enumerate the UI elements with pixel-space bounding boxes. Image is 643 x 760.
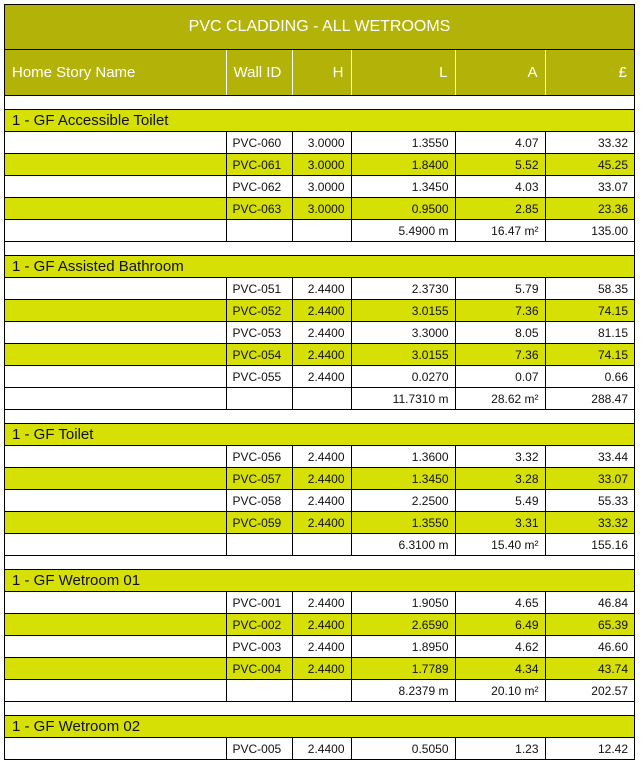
total-length-cell: 8.2379 m — [351, 680, 455, 702]
spacer-row — [5, 556, 634, 570]
col-height[interactable]: H — [292, 50, 351, 96]
spacer-row — [5, 702, 634, 716]
height-cell: 2.4400 — [292, 614, 351, 636]
wall-id-cell: PVC-005 — [226, 738, 292, 760]
wall-id-cell: PVC-001 — [226, 592, 292, 614]
length-cell: 0.9500 — [351, 198, 455, 220]
wall-id-cell: PVC-062 — [226, 176, 292, 198]
length-cell: 1.3600 — [351, 446, 455, 468]
story-cell — [5, 468, 226, 490]
wall-id-cell: PVC-004 — [226, 658, 292, 680]
table-row[interactable] — [5, 366, 634, 388]
wall-id-cell: PVC-059 — [226, 512, 292, 534]
story-cell — [5, 614, 226, 636]
length-cell: 0.5050 — [351, 738, 455, 760]
spacer-cell — [5, 96, 634, 110]
story-cell — [5, 300, 226, 322]
height-cell: 3.0000 — [292, 176, 351, 198]
area-cell: 5.49 — [455, 490, 545, 512]
height-cell: 2.4400 — [292, 658, 351, 680]
group-total-row — [5, 534, 634, 556]
table-row[interactable] — [5, 658, 634, 680]
schedule-sheet — [4, 4, 635, 760]
length-cell: 1.3450 — [351, 176, 455, 198]
col-wall-id[interactable]: Wall ID — [226, 50, 292, 96]
height-cell: 2.4400 — [292, 512, 351, 534]
table-row[interactable] — [5, 614, 634, 636]
total-story-cell — [5, 534, 226, 556]
area-cell: 5.52 — [455, 154, 545, 176]
total-story-cell — [5, 388, 226, 410]
total-cost-cell: 288.47 — [545, 388, 634, 410]
cost-cell: 33.07 — [545, 176, 634, 198]
group-header-row[interactable] — [5, 256, 634, 278]
height-cell: 2.4400 — [292, 366, 351, 388]
length-cell: 3.0155 — [351, 344, 455, 366]
cost-cell: 81.15 — [545, 322, 634, 344]
area-cell: 3.32 — [455, 446, 545, 468]
group-total-row — [5, 388, 634, 410]
cost-cell: 55.33 — [545, 490, 634, 512]
wall-id-cell: PVC-054 — [226, 344, 292, 366]
header-row — [5, 50, 634, 96]
total-height-cell — [292, 220, 351, 242]
spacer-cell — [5, 410, 634, 424]
total-story-cell — [5, 220, 226, 242]
group-total-row — [5, 220, 634, 242]
schedule-title: PVC CLADDING - ALL WETROOMS — [5, 4, 634, 50]
cost-cell: 74.15 — [545, 344, 634, 366]
total-cost-cell: 155.16 — [545, 534, 634, 556]
area-cell: 4.03 — [455, 176, 545, 198]
group-header-row[interactable] — [5, 716, 634, 738]
height-cell: 2.4400 — [292, 446, 351, 468]
table-row[interactable] — [5, 132, 634, 154]
cost-cell: 33.32 — [545, 132, 634, 154]
total-height-cell — [292, 680, 351, 702]
height-cell: 2.4400 — [292, 738, 351, 760]
length-cell: 1.9050 — [351, 592, 455, 614]
group-name: 1 - GF Wetroom 01 — [5, 570, 634, 592]
total-length-cell: 6.3100 m — [351, 534, 455, 556]
spacer-cell — [5, 556, 634, 570]
total-area-cell: 16.47 m² — [455, 220, 545, 242]
schedule-table — [5, 50, 634, 760]
story-cell — [5, 366, 226, 388]
table-row[interactable] — [5, 490, 634, 512]
group-name: 1 - GF Accessible Toilet — [5, 110, 634, 132]
story-cell — [5, 278, 226, 300]
area-cell: 5.79 — [455, 278, 545, 300]
cost-cell: 23.36 — [545, 198, 634, 220]
length-cell: 1.8400 — [351, 154, 455, 176]
table-row[interactable] — [5, 154, 634, 176]
story-cell — [5, 658, 226, 680]
col-home-story-name[interactable]: Home Story Name — [5, 50, 226, 96]
group-header-row[interactable] — [5, 110, 634, 132]
area-cell: 2.85 — [455, 198, 545, 220]
wall-id-cell: PVC-060 — [226, 132, 292, 154]
story-cell — [5, 344, 226, 366]
col-area[interactable]: A — [455, 50, 545, 96]
area-cell: 4.07 — [455, 132, 545, 154]
table-row[interactable] — [5, 300, 634, 322]
total-area-cell: 15.40 m² — [455, 534, 545, 556]
col-length[interactable]: L — [351, 50, 455, 96]
col-cost[interactable]: £ — [545, 50, 634, 96]
group-header-row[interactable] — [5, 424, 634, 446]
length-cell: 2.6590 — [351, 614, 455, 636]
table-row[interactable] — [5, 322, 634, 344]
wall-id-cell: PVC-058 — [226, 490, 292, 512]
total-cost-cell: 202.57 — [545, 680, 634, 702]
cost-cell: 0.66 — [545, 366, 634, 388]
story-cell — [5, 490, 226, 512]
area-cell: 0.07 — [455, 366, 545, 388]
story-cell — [5, 592, 226, 614]
wall-id-cell: PVC-057 — [226, 468, 292, 490]
cost-cell: 45.25 — [545, 154, 634, 176]
area-cell: 4.65 — [455, 592, 545, 614]
schedule-body — [5, 96, 634, 760]
length-cell: 1.8950 — [351, 636, 455, 658]
wall-id-cell: PVC-002 — [226, 614, 292, 636]
cost-cell: 46.60 — [545, 636, 634, 658]
total-height-cell — [292, 388, 351, 410]
area-cell: 4.34 — [455, 658, 545, 680]
total-length-cell: 11.7310 m — [351, 388, 455, 410]
story-cell — [5, 512, 226, 534]
wall-id-cell: PVC-051 — [226, 278, 292, 300]
spacer-row — [5, 96, 634, 110]
group-total-row — [5, 680, 634, 702]
length-cell: 1.3550 — [351, 512, 455, 534]
area-cell: 8.05 — [455, 322, 545, 344]
group-header-row[interactable] — [5, 570, 634, 592]
area-cell: 3.31 — [455, 512, 545, 534]
length-cell: 3.3000 — [351, 322, 455, 344]
table-row[interactable] — [5, 446, 634, 468]
table-row[interactable] — [5, 512, 634, 534]
height-cell: 2.4400 — [292, 300, 351, 322]
length-cell: 2.3730 — [351, 278, 455, 300]
cost-cell: 12.42 — [545, 738, 634, 760]
group-name: 1 - GF Wetroom 02 — [5, 716, 634, 738]
spacer-row — [5, 242, 634, 256]
length-cell: 1.3550 — [351, 132, 455, 154]
height-cell: 2.4400 — [292, 344, 351, 366]
wall-id-cell: PVC-056 — [226, 446, 292, 468]
area-cell: 3.28 — [455, 468, 545, 490]
height-cell: 2.4400 — [292, 490, 351, 512]
cost-cell: 43.74 — [545, 658, 634, 680]
wall-id-cell: PVC-052 — [226, 300, 292, 322]
cost-cell: 46.84 — [545, 592, 634, 614]
table-row[interactable] — [5, 592, 634, 614]
total-wall-id-cell — [226, 388, 292, 410]
story-cell — [5, 636, 226, 658]
total-wall-id-cell — [226, 534, 292, 556]
table-row[interactable] — [5, 198, 634, 220]
wall-id-cell: PVC-063 — [226, 198, 292, 220]
height-cell: 2.4400 — [292, 468, 351, 490]
table-row[interactable] — [5, 344, 634, 366]
spacer-cell — [5, 242, 634, 256]
area-cell: 6.49 — [455, 614, 545, 636]
height-cell: 3.0000 — [292, 132, 351, 154]
story-cell — [5, 198, 226, 220]
total-cost-cell: 135.00 — [545, 220, 634, 242]
cost-cell: 65.39 — [545, 614, 634, 636]
height-cell: 2.4400 — [292, 592, 351, 614]
story-cell — [5, 176, 226, 198]
height-cell: 2.4400 — [292, 636, 351, 658]
wall-id-cell: PVC-053 — [226, 322, 292, 344]
cost-cell: 74.15 — [545, 300, 634, 322]
total-area-cell: 20.10 m² — [455, 680, 545, 702]
total-area-cell: 28.62 m² — [455, 388, 545, 410]
table-row[interactable] — [5, 468, 634, 490]
cost-cell: 58.35 — [545, 278, 634, 300]
spacer-row — [5, 410, 634, 424]
length-cell: 1.3450 — [351, 468, 455, 490]
height-cell: 3.0000 — [292, 198, 351, 220]
wall-id-cell: PVC-055 — [226, 366, 292, 388]
wall-id-cell: PVC-061 — [226, 154, 292, 176]
total-height-cell — [292, 534, 351, 556]
story-cell — [5, 322, 226, 344]
area-cell: 1.23 — [455, 738, 545, 760]
group-name: 1 - GF Assisted Bathroom — [5, 256, 634, 278]
total-length-cell: 5.4900 m — [351, 220, 455, 242]
height-cell: 3.0000 — [292, 154, 351, 176]
table-row[interactable] — [5, 636, 634, 658]
length-cell: 0.0270 — [351, 366, 455, 388]
height-cell: 2.4400 — [292, 322, 351, 344]
table-row[interactable] — [5, 278, 634, 300]
story-cell — [5, 132, 226, 154]
length-cell: 1.7789 — [351, 658, 455, 680]
table-row[interactable] — [5, 738, 634, 760]
area-cell: 7.36 — [455, 344, 545, 366]
area-cell: 7.36 — [455, 300, 545, 322]
story-cell — [5, 738, 226, 760]
length-cell: 3.0155 — [351, 300, 455, 322]
spacer-cell — [5, 702, 634, 716]
total-wall-id-cell — [226, 220, 292, 242]
story-cell — [5, 446, 226, 468]
total-wall-id-cell — [226, 680, 292, 702]
group-name: 1 - GF Toilet — [5, 424, 634, 446]
total-story-cell — [5, 680, 226, 702]
cost-cell: 33.44 — [545, 446, 634, 468]
cost-cell: 33.32 — [545, 512, 634, 534]
cost-cell: 33.07 — [545, 468, 634, 490]
length-cell: 2.2500 — [351, 490, 455, 512]
area-cell: 4.62 — [455, 636, 545, 658]
height-cell: 2.4400 — [292, 278, 351, 300]
wall-id-cell: PVC-003 — [226, 636, 292, 658]
table-row[interactable] — [5, 176, 634, 198]
story-cell — [5, 154, 226, 176]
